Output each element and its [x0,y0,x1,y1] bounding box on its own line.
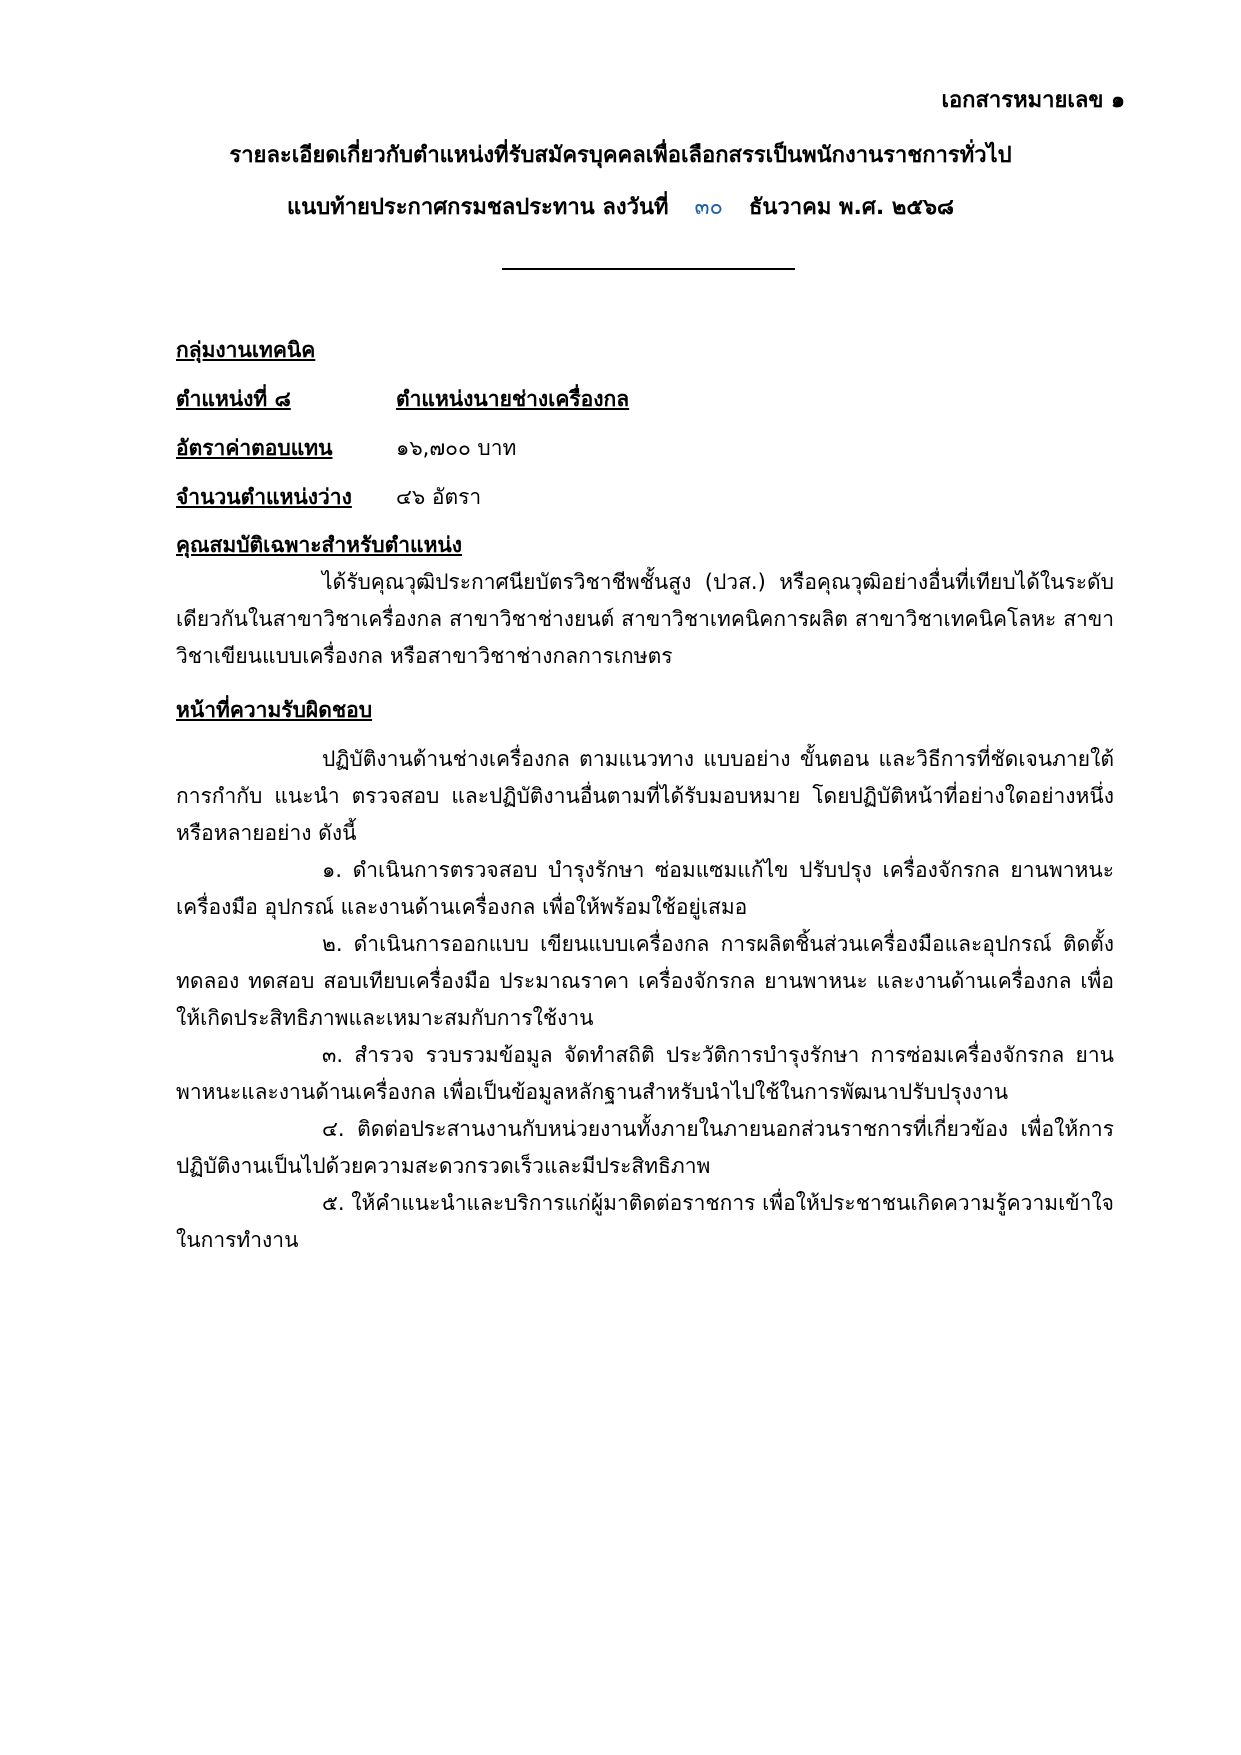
position-label: ตำแหน่งที่ ๘ [176,387,291,411]
duties-heading [176,687,1114,729]
qualification-heading [176,522,1114,564]
vacancies-row [176,473,1114,522]
vacancies-label: จำนวนตำแหน่งว่าง [176,485,352,509]
salary-value: ๑๖,๗๐๐ บาท [396,436,517,460]
title-divider [502,268,795,270]
duties-heading-text: หน้าที่ความรับผิดชอบ [176,698,373,722]
subtitle-prefix: แนบท้ายประกาศกรมชลประทาน ลงวันที่ [287,195,669,220]
group-heading [176,325,1114,375]
duty-item: ๔. ติดต่อประสานงานกับหน่วยงานทั้งภายในภายนอกส่วนราชการที่เกี่ยวข้อง เพื่อให้การปฏิบัติงานเป็นไปด้วยความสะดวกรวดเร็วและมีประสิทธิภาพ [176,1117,1114,1178]
vacancies-value: ๔๖ อัตรา [396,485,482,509]
group-label: กลุ่มงานเทคนิค [176,337,316,362]
qualification-heading-text: คุณสมบัติเฉพาะสำหรับตำแหน่ง [176,533,463,557]
duty-item: ๒. ดำเนินการออกแบบ เขียนแบบเครื่องกล การผลิตชิ้นส่วนเครื่องมือและอุปกรณ์ ติดตั้ง ทดลอง ทดสอบ สอบเทียบเครื่องมือ ประมาณราคา เครื่องจักรกล ยานพาหนะ และงานด้านเครื่องกล เพื่อให้เกิดประสิทธิภาพและเหมาะสมกับการใช้งาน [176,932,1114,1030]
qualification-text: ได้รับคุณวุฒิประกาศนียบัตรวิชาชีพชั้นสูง (ปวส.) หรือคุณวุฒิอย่างอื่นที่เทียบได้ในระดับเดียวกันในสาขาวิชาเครื่องกล สาขาวิชาช่างยนต์ สาขาวิชาเทคนิคการผลิต สาขาวิชาเทคนิคโลหะ สาขาวิชาเขียนแบบเครื่องกล หรือสาขาวิชาช่างกลการเกษตร [176,570,1114,668]
position-value: ตำแหน่งนายช่างเครื่องกล [396,387,630,411]
salary-label: อัตราค่าตอบแทน [176,436,333,460]
document-number: เอกสารหมายเลข ๑ [941,88,1125,113]
document-body [176,325,1114,1259]
position-row [176,375,1114,424]
duty-item: ๓. สำรวจ รวบรวมข้อมูล จัดทำสถิติ ประวัติการบำรุงรักษา การซ่อมเครื่องจักรกล ยานพาหนะและงานด้านเครื่องกล เพื่อเป็นข้อมูลหลักฐานสำหรับนำไปใช้ในการพัฒนาปรับปรุงงาน [176,1043,1114,1104]
duty-item: ๕. ให้คำแนะนำและบริการแก่ผู้มาติดต่อราชการ เพื่อให้ประชาชนเกิดความรู้ความเข้าใจในการทำงาน [176,1191,1114,1252]
subtitle-suffix: ธันวาคม พ.ศ. ๒๕๖๘ [748,195,954,220]
salary-row [176,424,1114,473]
duties-intro: ปฏิบัติงานด้านช่างเครื่องกล ตามแนวทาง แบบอย่าง ขั้นตอน และวิธีการที่ชัดเจนภายใต้การกำกับ แนะนำ ตรวจสอบ และปฏิบัติงานอื่นตามที่ได้รับมอบหมาย โดยปฏิบัติหน้าที่อย่างใดอย่างหนึ่งหรือหลายอย่าง ดังนี้ [176,747,1114,845]
document-title: รายละเอียดเกี่ยวกับตำแหน่งที่รับสมัครบุคคลเพื่อเลือกสรรเป็นพนักงานราชการทั่วไป [229,143,1012,168]
announcement-day: ๓๐ [694,195,723,220]
duty-item: ๑. ดำเนินการตรวจสอบ บำรุงรักษา ซ่อมแซมแก้ไข ปรับปรุง เครื่องจักรกล ยานพาหนะ เครื่องมือ อุปกรณ์ และงานด้านเครื่องกล เพื่อให้พร้อมใช้อยู่เสมอ [176,858,1114,919]
document-subtitle [0,189,1241,226]
